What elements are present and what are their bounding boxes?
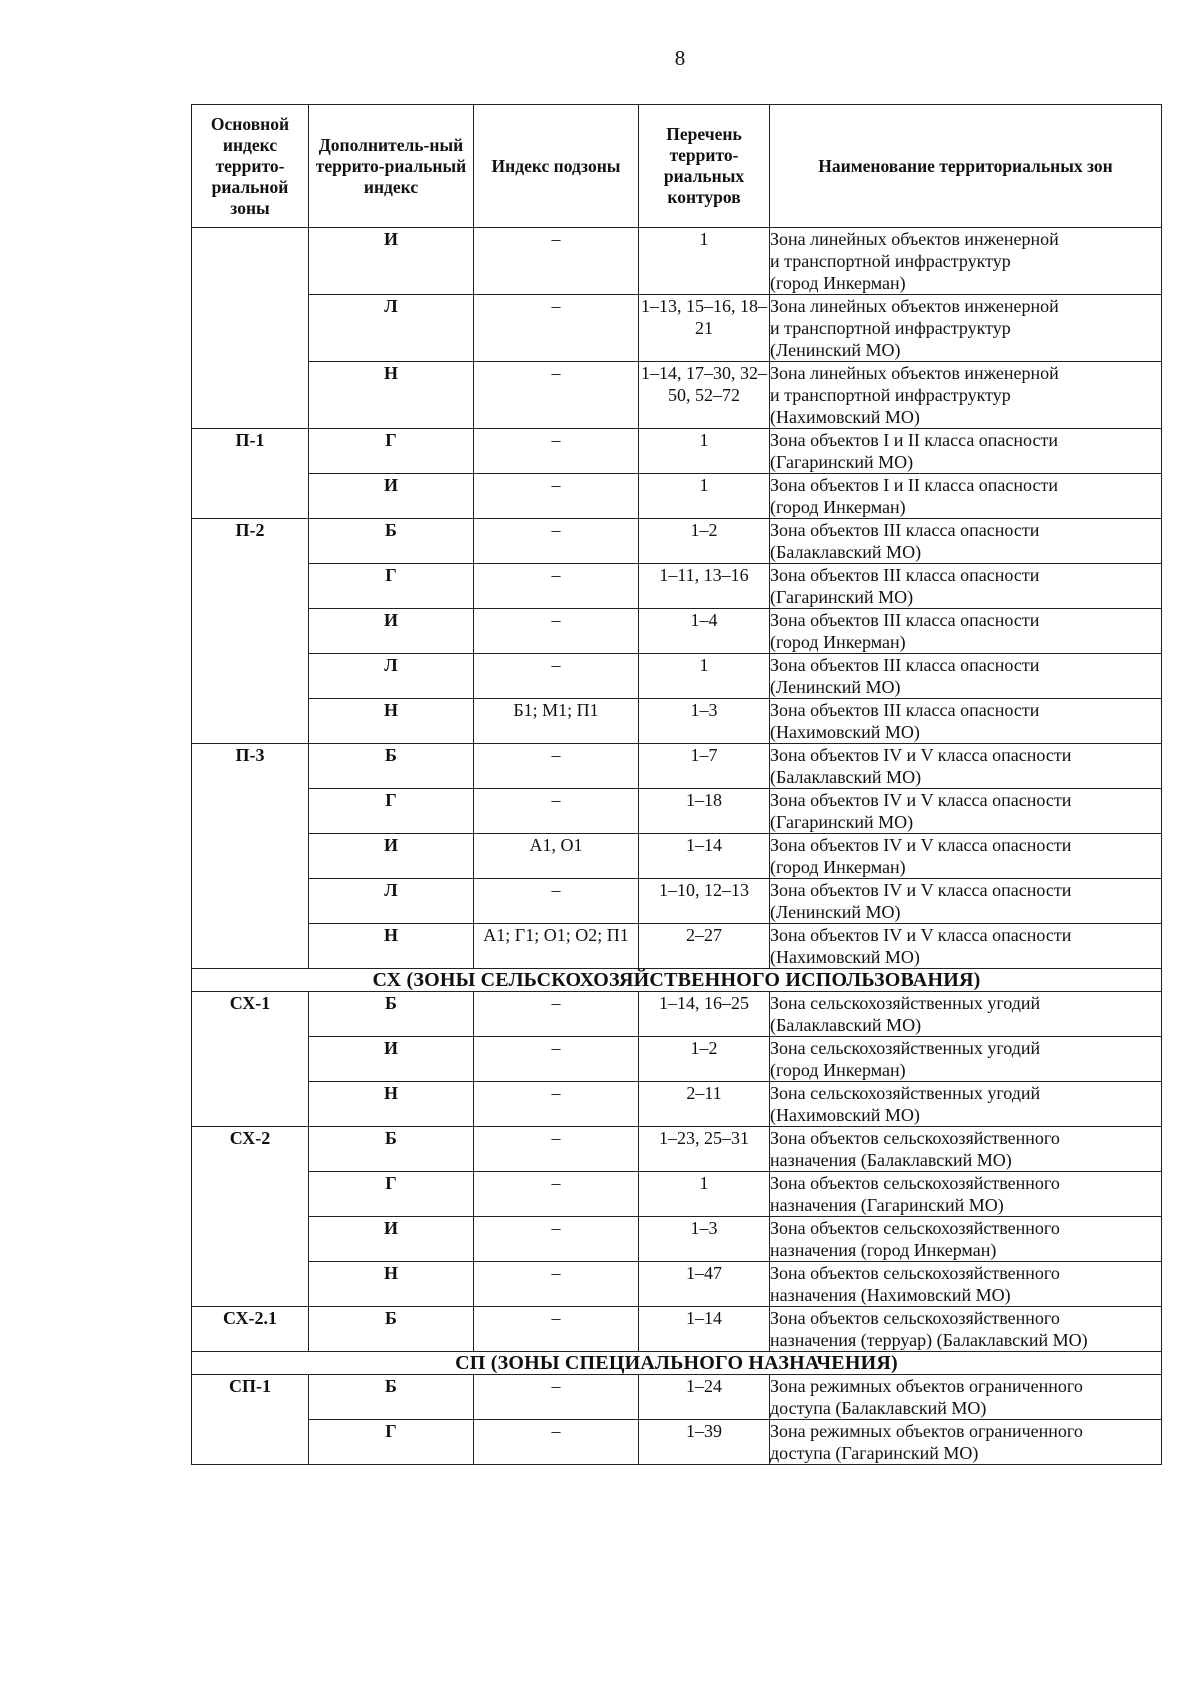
cell-subzone-index: – [474, 1420, 639, 1465]
zone-name-line: Зона объектов III класса опасности [770, 700, 1040, 720]
cell-zone-name [770, 654, 1162, 699]
cell-main-index: СХ-1 [192, 992, 309, 1037]
cell-main-index [192, 1217, 309, 1262]
cell-main-index [192, 362, 309, 429]
table-row [192, 654, 1162, 699]
cell-zone-name [770, 924, 1162, 969]
cell-subzone-index: – [474, 1082, 639, 1127]
zone-name-line: Зона объектов IV и V класса опасности [770, 745, 1072, 765]
table-row [192, 1375, 1162, 1420]
cell-subzone-index: – [474, 744, 639, 789]
zone-name-line: (Ленинский МО) [770, 677, 901, 697]
table-row [192, 228, 1162, 295]
cell-additional-index: И [309, 834, 474, 879]
zone-name-line: (Нахимовский МО) [770, 1105, 920, 1125]
section-title: СХ (ЗОНЫ СЕЛЬСКОХОЗЯЙСТВЕННОГО ИСПОЛЬЗОВАНИЯ) [192, 969, 1162, 992]
zone-name-line: (город Инкерман) [770, 632, 906, 652]
cell-contours-list: 1–24 [639, 1375, 770, 1420]
cell-zone-name [770, 879, 1162, 924]
cell-additional-index: Л [309, 879, 474, 924]
cell-contours-list: 2–11 [639, 1082, 770, 1127]
cell-subzone-index: Б1; М1; П1 [474, 699, 639, 744]
cell-additional-index: Г [309, 564, 474, 609]
cell-contours-list: 1–3 [639, 699, 770, 744]
cell-subzone-index: – [474, 362, 639, 429]
zone-name-line: и транспортной инфраструктур [770, 251, 1011, 271]
cell-contours-list: 1 [639, 1172, 770, 1217]
cell-main-index: СП-1 [192, 1375, 309, 1420]
zone-name-line: назначения (город Инкерман) [770, 1240, 997, 1260]
zone-name-line: и транспортной инфраструктур [770, 318, 1011, 338]
zone-name-line: (Балаклавский МО) [770, 1015, 922, 1035]
cell-main-index [192, 228, 309, 295]
cell-zone-name [770, 1307, 1162, 1352]
zone-name-line: назначения (Гагаринский МО) [770, 1195, 1004, 1215]
zone-name-line: Зона объектов IV и V класса опасности [770, 835, 1072, 855]
cell-contours-list: 1–14, 16–25 [639, 992, 770, 1037]
zone-name-line: Зона объектов III класса опасности [770, 565, 1040, 585]
cell-main-index [192, 1037, 309, 1082]
cell-zone-name [770, 564, 1162, 609]
zone-name-line: назначения (Нахимовский МО) [770, 1285, 1011, 1305]
zone-name-line: Зона объектов сельскохозяйственного [770, 1263, 1060, 1283]
territorial-zones-table [191, 104, 1162, 1465]
zone-name-line: Зона объектов III класса опасности [770, 520, 1040, 540]
zone-name-line: (Балаклавский МО) [770, 542, 922, 562]
cell-contours-list: 1–23, 25–31 [639, 1127, 770, 1172]
cell-main-index: П-2 [192, 519, 309, 564]
table-header-row [192, 105, 1162, 228]
cell-main-index [192, 474, 309, 519]
cell-main-index [192, 834, 309, 879]
zone-name-line: Зона объектов IV и V класса опасности [770, 925, 1072, 945]
cell-main-index [192, 1082, 309, 1127]
cell-zone-name [770, 1420, 1162, 1465]
cell-subzone-index: – [474, 519, 639, 564]
cell-subzone-index: – [474, 1262, 639, 1307]
cell-zone-name [770, 1217, 1162, 1262]
cell-zone-name [770, 429, 1162, 474]
zone-name-line: Зона объектов I и II класса опасности [770, 475, 1058, 495]
zone-name-line: (Гагаринский МО) [770, 587, 914, 607]
cell-main-index [192, 1172, 309, 1217]
cell-contours-list: 1 [639, 474, 770, 519]
cell-main-index [192, 295, 309, 362]
cell-contours-list: 1–13, 15–16, 18–21 [639, 295, 770, 362]
cell-contours-list: 1–3 [639, 1217, 770, 1262]
cell-zone-name [770, 1082, 1162, 1127]
zone-name-line: Зона объектов IV и V класса опасности [770, 790, 1072, 810]
cell-main-index: П-3 [192, 744, 309, 789]
cell-additional-index: Б [309, 744, 474, 789]
cell-zone-name [770, 744, 1162, 789]
zone-name-line: и транспортной инфраструктур [770, 385, 1011, 405]
cell-subzone-index: – [474, 1307, 639, 1352]
zone-name-line: Зона объектов сельскохозяйственного [770, 1128, 1060, 1148]
cell-contours-list: 1–14 [639, 1307, 770, 1352]
cell-additional-index: Н [309, 362, 474, 429]
cell-subzone-index: – [474, 228, 639, 295]
cell-zone-name [770, 834, 1162, 879]
cell-contours-list: 1–4 [639, 609, 770, 654]
cell-zone-name [770, 1127, 1162, 1172]
cell-additional-index: Г [309, 1172, 474, 1217]
table-row [192, 1082, 1162, 1127]
table-row [192, 519, 1162, 564]
zone-name-line: Зона объектов сельскохозяйственного [770, 1173, 1060, 1193]
table-row [192, 1217, 1162, 1262]
zone-name-line: (Ленинский МО) [770, 340, 901, 360]
cell-contours-list: 2–27 [639, 924, 770, 969]
cell-additional-index: Б [309, 1127, 474, 1172]
cell-additional-index: Н [309, 1082, 474, 1127]
table-row [192, 609, 1162, 654]
table-row [192, 362, 1162, 429]
zone-name-line: (Нахимовский МО) [770, 722, 920, 742]
cell-subzone-index: – [474, 609, 639, 654]
zone-name-line: (Нахимовский МО) [770, 407, 920, 427]
table-row [192, 744, 1162, 789]
cell-contours-list: 1 [639, 654, 770, 699]
cell-contours-list: 1 [639, 228, 770, 295]
cell-additional-index: Б [309, 1375, 474, 1420]
cell-contours-list: 1–47 [639, 1262, 770, 1307]
cell-additional-index: И [309, 228, 474, 295]
table-row [192, 295, 1162, 362]
table-row [192, 564, 1162, 609]
zone-name-line: (Нахимовский МО) [770, 947, 920, 967]
cell-additional-index: Б [309, 992, 474, 1037]
table-row [192, 992, 1162, 1037]
cell-subzone-index: – [474, 429, 639, 474]
zone-name-line: Зона линейных объектов инженерной [770, 363, 1059, 383]
cell-subzone-index: – [474, 564, 639, 609]
cell-additional-index: Н [309, 1262, 474, 1307]
cell-subzone-index: – [474, 474, 639, 519]
cell-contours-list: 1 [639, 429, 770, 474]
cell-main-index [192, 564, 309, 609]
cell-zone-name [770, 228, 1162, 295]
page-number: 8 [674, 46, 686, 70]
table-row [192, 1172, 1162, 1217]
header-contours-list: Перечень террито-риальных контуров [639, 105, 770, 228]
cell-contours-list: 1–2 [639, 1037, 770, 1082]
cell-main-index: СХ-2 [192, 1127, 309, 1172]
table-row [192, 924, 1162, 969]
cell-zone-name [770, 789, 1162, 834]
zone-name-line: Зона линейных объектов инженерной [770, 296, 1059, 316]
zone-name-line: Зона объектов сельскохозяйственного [770, 1308, 1060, 1328]
cell-additional-index: И [309, 474, 474, 519]
cell-subzone-index: – [474, 1217, 639, 1262]
table-row [192, 879, 1162, 924]
cell-contours-list: 1–14 [639, 834, 770, 879]
cell-subzone-index: – [474, 1127, 639, 1172]
zone-name-line: доступа (Балаклавский МО) [770, 1398, 987, 1418]
cell-additional-index: Г [309, 789, 474, 834]
table-row [192, 474, 1162, 519]
cell-contours-list: 1–14, 17–30, 32–50, 52–72 [639, 362, 770, 429]
table-row [192, 1262, 1162, 1307]
table-body [192, 228, 1162, 1465]
table-row [192, 1420, 1162, 1465]
cell-zone-name [770, 474, 1162, 519]
cell-additional-index: И [309, 1037, 474, 1082]
cell-zone-name [770, 1037, 1162, 1082]
cell-main-index [192, 1420, 309, 1465]
cell-additional-index: Б [309, 1307, 474, 1352]
zone-name-line: Зона объектов III класса опасности [770, 655, 1040, 675]
header-zone-name: Наименование территориальных зон [770, 105, 1162, 228]
zone-name-line: Зона объектов III класса опасности [770, 610, 1040, 630]
cell-subzone-index: А1; Г1; О1; О2; П1 [474, 924, 639, 969]
zone-name-line: (город Инкерман) [770, 497, 906, 517]
cell-subzone-index: А1, О1 [474, 834, 639, 879]
table-row [192, 699, 1162, 744]
cell-additional-index: Б [309, 519, 474, 564]
section-title: СП (ЗОНЫ СПЕЦИАЛЬНОГО НАЗНАЧЕНИЯ) [192, 1352, 1162, 1375]
zone-name-line: Зона режимных объектов ограниченного [770, 1421, 1083, 1441]
cell-contours-list: 1–7 [639, 744, 770, 789]
cell-contours-list: 1–2 [639, 519, 770, 564]
cell-additional-index: И [309, 1217, 474, 1262]
zone-name-line: (город Инкерман) [770, 857, 906, 877]
zone-name-line: Зона сельскохозяйственных угодий [770, 1083, 1041, 1103]
table-row [192, 429, 1162, 474]
zone-name-line: (Ленинский МО) [770, 902, 901, 922]
cell-subzone-index: – [474, 1037, 639, 1082]
zone-name-line: Зона сельскохозяйственных угодий [770, 1038, 1041, 1058]
header-main-index: Основной индекс террито-риальной зоны [192, 105, 309, 228]
cell-main-index [192, 789, 309, 834]
cell-additional-index: Г [309, 429, 474, 474]
cell-contours-list: 1–18 [639, 789, 770, 834]
cell-zone-name [770, 699, 1162, 744]
cell-zone-name [770, 1375, 1162, 1420]
zone-name-line: Зона линейных объектов инженерной [770, 229, 1059, 249]
zone-name-line: Зона режимных объектов ограниченного [770, 1376, 1083, 1396]
header-additional-index: Дополнитель-ный террито-риальный индекс [309, 105, 474, 228]
table-row [192, 1307, 1162, 1352]
cell-contours-list: 1–10, 12–13 [639, 879, 770, 924]
cell-subzone-index: – [474, 992, 639, 1037]
zone-name-line: Зона объектов IV и V класса опасности [770, 880, 1072, 900]
zone-name-line: Зона объектов I и II класса опасности [770, 430, 1058, 450]
cell-main-index [192, 654, 309, 699]
cell-main-index: СХ-2.1 [192, 1307, 309, 1352]
zone-name-line: (Гагаринский МО) [770, 452, 914, 472]
cell-subzone-index: – [474, 1375, 639, 1420]
cell-additional-index: Л [309, 654, 474, 699]
zone-name-line: (Гагаринский МО) [770, 812, 914, 832]
cell-zone-name [770, 1262, 1162, 1307]
zone-name-line: доступа (Гагаринский МО) [770, 1443, 979, 1463]
cell-zone-name [770, 519, 1162, 564]
cell-contours-list: 1–11, 13–16 [639, 564, 770, 609]
table-row [192, 834, 1162, 879]
cell-zone-name [770, 295, 1162, 362]
section-header-row [192, 1352, 1162, 1375]
cell-additional-index: Н [309, 699, 474, 744]
zone-name-line: назначения (терруар) (Балаклавский МО) [770, 1330, 1088, 1350]
cell-subzone-index: – [474, 789, 639, 834]
cell-main-index: П-1 [192, 429, 309, 474]
cell-additional-index: Н [309, 924, 474, 969]
cell-additional-index: Г [309, 1420, 474, 1465]
cell-zone-name [770, 1172, 1162, 1217]
cell-main-index [192, 699, 309, 744]
cell-subzone-index: – [474, 295, 639, 362]
cell-zone-name [770, 362, 1162, 429]
cell-zone-name [770, 992, 1162, 1037]
zone-name-line: Зона объектов сельскохозяйственного [770, 1218, 1060, 1238]
zone-name-line: (Балаклавский МО) [770, 767, 922, 787]
section-header-row [192, 969, 1162, 992]
table-row [192, 789, 1162, 834]
cell-additional-index: Л [309, 295, 474, 362]
zone-name-line: (город Инкерман) [770, 273, 906, 293]
cell-subzone-index: – [474, 879, 639, 924]
cell-subzone-index: – [474, 1172, 639, 1217]
zone-name-line: Зона сельскохозяйственных угодий [770, 993, 1041, 1013]
zone-name-line: назначения (Балаклавский МО) [770, 1150, 1012, 1170]
cell-subzone-index: – [474, 654, 639, 699]
cell-contours-list: 1–39 [639, 1420, 770, 1465]
cell-main-index [192, 1262, 309, 1307]
cell-main-index [192, 924, 309, 969]
table-row [192, 1127, 1162, 1172]
table-row [192, 1037, 1162, 1082]
cell-main-index [192, 609, 309, 654]
header-subzone-index: Индекс подзоны [474, 105, 639, 228]
cell-zone-name [770, 609, 1162, 654]
cell-main-index [192, 879, 309, 924]
zone-name-line: (город Инкерман) [770, 1060, 906, 1080]
cell-additional-index: И [309, 609, 474, 654]
